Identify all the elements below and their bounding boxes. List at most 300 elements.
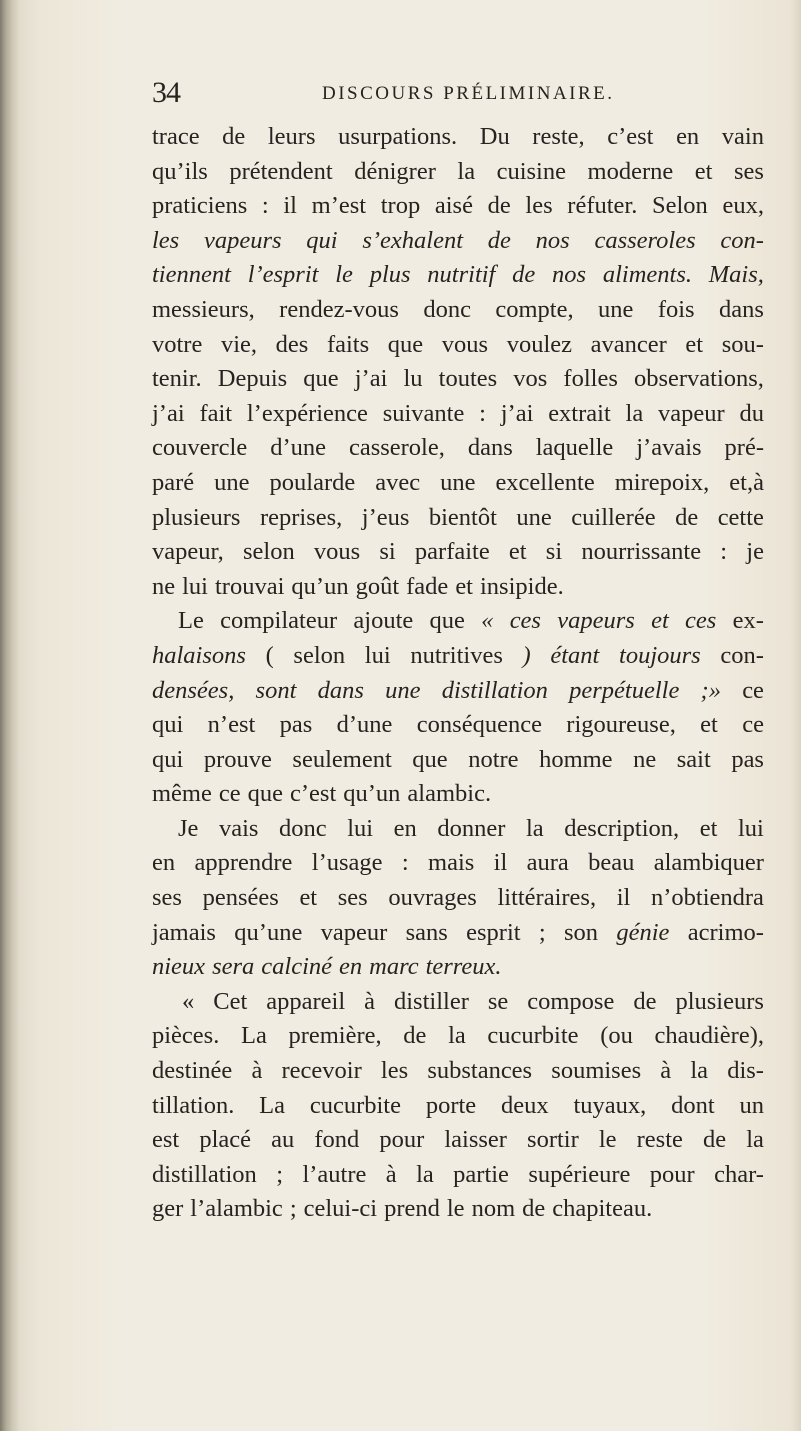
word: : [261,192,269,220]
word: réfuter. [567,192,638,220]
word: fond [314,1126,360,1154]
word: nos [552,261,587,289]
text-line [152,1019,764,1054]
word: esprit [466,918,521,946]
word: les [152,226,180,254]
text-line [152,431,764,466]
text-line [152,812,764,847]
word: et [455,572,473,600]
text-line [152,535,764,570]
word: apprendre [194,849,293,877]
word: casseroles [594,226,696,254]
word: dans [317,676,364,704]
text-line [152,1192,764,1227]
word: prétendent [229,157,333,185]
text-line [152,1123,764,1158]
word: que [303,365,339,393]
word: vain [721,123,764,150]
word: lui [347,814,374,842]
word: les [380,1057,409,1085]
word: le [598,1126,617,1154]
word: calciné [261,953,333,981]
word: et,à [729,468,764,496]
word: eux, [722,192,764,220]
word: toutes [438,365,498,393]
word: et [699,814,718,842]
word: un [739,1091,764,1119]
word: ne [152,572,176,600]
word: celui-ci [303,1195,378,1223]
word: Depuis [217,365,288,393]
body-text [152,120,764,1227]
text-line [152,120,764,155]
word: j’avais [636,434,702,462]
word: d’une [336,711,393,739]
word: marc [369,953,419,981]
word: insipide. [480,572,564,600]
word: ces [685,607,717,635]
word: ; [538,918,546,946]
word: de [403,1022,427,1050]
word: la [448,1022,466,1050]
word: Le [178,607,204,635]
text-line [152,362,764,397]
word: il [493,849,508,877]
word: reste [636,1126,683,1154]
word: la [525,814,544,842]
word: usurpations. [338,123,458,150]
word: mirepoix, [614,468,710,496]
word: que [429,607,465,635]
word: folles [563,365,618,393]
word: ) [522,641,531,669]
word: selon [293,641,346,669]
word: et [508,538,527,566]
word: distillation [152,1160,257,1188]
word: est [152,1126,180,1154]
word: chaudière), [654,1022,764,1050]
text-line [152,881,764,916]
word: notre [468,745,519,773]
word: nom [471,1195,516,1223]
word: de [512,261,536,289]
word: ;» [700,676,721,704]
word: ajoute [353,607,414,635]
word: d’une [270,434,326,462]
word: qui [152,745,184,773]
word: substances [427,1057,533,1085]
word: j’ai [500,399,534,427]
word: c’est [607,123,654,150]
word: avec [375,468,421,496]
word: qu’ils [152,157,208,185]
word: observations, [633,365,764,393]
word: plus [369,261,411,289]
text-line [152,1089,764,1124]
word: selon [243,538,295,566]
word: nieux [152,953,206,981]
word: seulement [292,745,392,773]
page-binding-edge [0,0,20,1431]
word: à [251,1057,263,1085]
word: La [259,1091,286,1119]
word: à [364,987,376,1015]
word: nutritif [427,261,496,289]
word: dis- [727,1057,764,1085]
word: vapeur [320,918,388,946]
word: pré- [724,434,764,462]
word: sont [255,676,297,704]
word: compilateur [220,607,338,635]
word: plusieurs [675,987,764,1015]
word: qu’un [343,780,401,808]
word: ce [218,780,241,808]
word: « [481,607,494,635]
word: ses [152,884,182,912]
word: prend [384,1195,440,1223]
word: placé [199,1126,251,1154]
word: aura [526,849,569,877]
word: jamais [152,918,216,946]
word: n’obtiendra [651,884,764,912]
word: appareil [266,987,346,1015]
word: cette [717,503,764,531]
word: première, [288,1022,382,1050]
word: distiller [394,987,469,1015]
word: homme [539,745,613,773]
word: perpétuelle [569,676,680,704]
text-line [152,777,764,812]
word: vapeur, [152,538,224,566]
text-line [152,466,764,501]
word: dans [467,434,513,462]
word: reste, [532,123,585,150]
word: ses [733,157,764,185]
word: parfaite [414,538,490,566]
word: trace [152,123,200,150]
word: con- [720,226,764,254]
word: qui [306,226,338,254]
word: de [487,192,511,220]
word: son [564,918,599,946]
word: la [416,1160,434,1188]
word: praticiens [152,192,248,220]
text-line [152,846,764,881]
word: j’ai [152,399,185,427]
word: le [335,261,353,289]
word: et [299,884,318,912]
word: densées, [152,676,235,704]
word: trouvai [215,572,285,600]
word: bientôt [428,503,497,531]
word: reprises, [259,503,343,531]
word: trop [380,192,421,220]
word: distillation [441,676,548,704]
word: dénigrer [354,157,436,185]
text-line [152,639,764,674]
word: nos [535,226,570,254]
word: s’exhalent [362,226,464,254]
word: une [598,295,634,323]
word: compte, [495,295,574,323]
word: beau [588,849,635,877]
word: acrimo- [687,918,764,946]
word: lui [738,814,764,842]
word: tiennent [152,261,231,289]
word: l’alambic [190,1195,283,1223]
word: génie [616,918,670,946]
word: lui [364,641,391,669]
word: ger [152,1195,184,1223]
word: : [401,849,409,877]
word: moderne [587,157,674,185]
text-line [152,501,764,536]
word: même [152,780,212,808]
word: sait [676,745,711,773]
word: donc [279,814,327,842]
word: vais [218,814,259,842]
word: Cet [213,987,248,1015]
word: de [487,226,511,254]
word: la [746,1126,764,1154]
word: le [446,1195,465,1223]
word: sans [405,918,448,946]
word: laisser [444,1126,507,1154]
word: mais [428,849,475,877]
text-line [152,155,764,190]
word: la [625,399,644,427]
page-header [152,76,762,116]
word: pas [731,745,764,773]
text-line [152,916,764,951]
page-number: 34 [152,76,180,109]
word: une [385,676,421,704]
word: Du [479,123,510,150]
word: il [283,192,297,220]
word: pas [279,711,313,739]
word: fade [406,572,449,600]
word: il [616,884,631,912]
word: vous [441,330,489,358]
word: de [222,123,246,150]
word: goût [355,572,400,600]
word: ; [276,1160,284,1188]
word: l’expérience [246,399,368,427]
running-head: DISCOURS PRÉLIMINAIRE. [322,83,615,104]
word: partie [453,1160,509,1188]
word: excellente [495,468,595,496]
word: couvercle [152,434,248,462]
word: porte [425,1091,477,1119]
word: donc [423,295,471,323]
word: avancer [590,330,667,358]
word: en [339,953,363,981]
word: et [651,607,669,635]
word: une [214,468,250,496]
word: que [247,780,283,808]
word: ( [265,641,274,669]
word: de [633,987,657,1015]
word: ; [289,1195,297,1223]
text-line [152,950,764,985]
word: en [393,814,417,842]
word: recevoir [281,1057,362,1085]
word: lu [403,365,423,393]
text-line [152,674,764,709]
word: ne [633,745,657,773]
word: vie, [220,330,258,358]
word: « [182,987,195,1015]
word: toujours [619,641,701,669]
word: de [522,1195,546,1223]
word: ces [509,607,541,635]
word: rendez-vous [279,295,399,323]
word: j’ai [354,365,388,393]
word: lui [182,572,208,600]
word: se [487,987,509,1015]
word: pour [649,1160,695,1188]
word: en [152,849,176,877]
word: qui [152,711,184,739]
word: que [387,330,424,358]
word: dans [719,295,764,323]
text-line [152,189,764,224]
word: sortir [527,1126,579,1154]
word: alambiquer [653,849,764,877]
text-line [152,293,764,328]
word: voulez [506,330,572,358]
word: l’usage [311,849,383,877]
word: pièces. [152,1022,220,1050]
text-line [152,604,764,639]
word: de [675,503,699,531]
word: à [660,1057,672,1085]
word: halaisons [152,641,246,669]
word: l’esprit [247,261,319,289]
word: si [379,538,396,566]
word: ce [742,711,764,739]
word: et [700,711,718,739]
word: ouvrages [388,884,477,912]
word: la [690,1057,709,1085]
word: leurs [267,123,316,150]
word: char- [714,1160,764,1188]
word: extrait [548,399,611,427]
word: laquelle [535,434,614,462]
text-line [152,224,764,259]
word: aisé [434,192,473,220]
word: tillation. [152,1091,235,1119]
word: messieurs, [152,295,255,323]
word: qu’une [234,918,303,946]
word: ex- [732,607,764,635]
word: plusieurs [152,503,241,531]
word: cucurbite [309,1091,401,1119]
word: c’est [290,780,337,808]
word: terreux. [425,953,502,981]
word: et [694,157,713,185]
word: si [545,538,563,566]
word: et [685,330,704,358]
word: alambic. [407,780,492,808]
word: à [385,1160,397,1188]
word: du [739,399,764,427]
word: qu’un [291,572,349,600]
word: n’est [207,711,256,739]
word: compose [527,987,615,1015]
word: l’autre [302,1160,367,1188]
word: au [271,1126,295,1154]
word: des [275,330,309,358]
word: littéraires, [497,884,597,912]
word: chapiteau. [552,1195,653,1223]
word: vapeurs [203,226,282,254]
word: donner [437,814,506,842]
word: une [440,468,476,496]
word: con- [720,641,764,669]
word: que [412,745,448,773]
word: poularde [269,468,356,496]
word: : [720,538,728,566]
word: cuisine [496,157,566,185]
word: conséquence [416,711,542,739]
word: vapeur [658,399,725,427]
word: Selon [652,192,708,220]
text-line [152,570,764,605]
word: supérieure [528,1160,631,1188]
word: vous [313,538,361,566]
word: pensées [202,884,279,912]
text-line [152,258,764,293]
word: tenir. [152,365,202,393]
word: votre [152,330,203,358]
text-line [152,985,764,1020]
word: casserole, [348,434,445,462]
word: vos [513,365,548,393]
word: fait [199,399,233,427]
word: Je [178,814,199,842]
word: ses [337,884,368,912]
word: : [479,399,486,427]
text-line [152,328,764,363]
word: pour [379,1126,425,1154]
word: rigoureuse, [566,711,676,739]
word: destinée [152,1057,233,1085]
word: La [240,1022,267,1050]
word: nourrissante [581,538,702,566]
word: vapeurs [557,607,635,635]
word: deux [501,1091,549,1119]
word: m’est [311,192,367,220]
word: les [525,192,553,220]
word: en [676,123,700,150]
word: cucurbite [487,1022,579,1050]
word: paré [152,468,195,496]
word: fois [657,295,695,323]
word: sou- [721,330,764,358]
word: une [516,503,552,531]
word: faits [326,330,370,358]
word: dont [671,1091,715,1119]
word: sera [212,953,255,981]
text-line [152,1158,764,1193]
word: cuillerée [571,503,656,531]
text-line [152,743,764,778]
word: tuyaux, [573,1091,647,1119]
text-line [152,397,764,432]
word: la [457,157,476,185]
text-line [152,708,764,743]
